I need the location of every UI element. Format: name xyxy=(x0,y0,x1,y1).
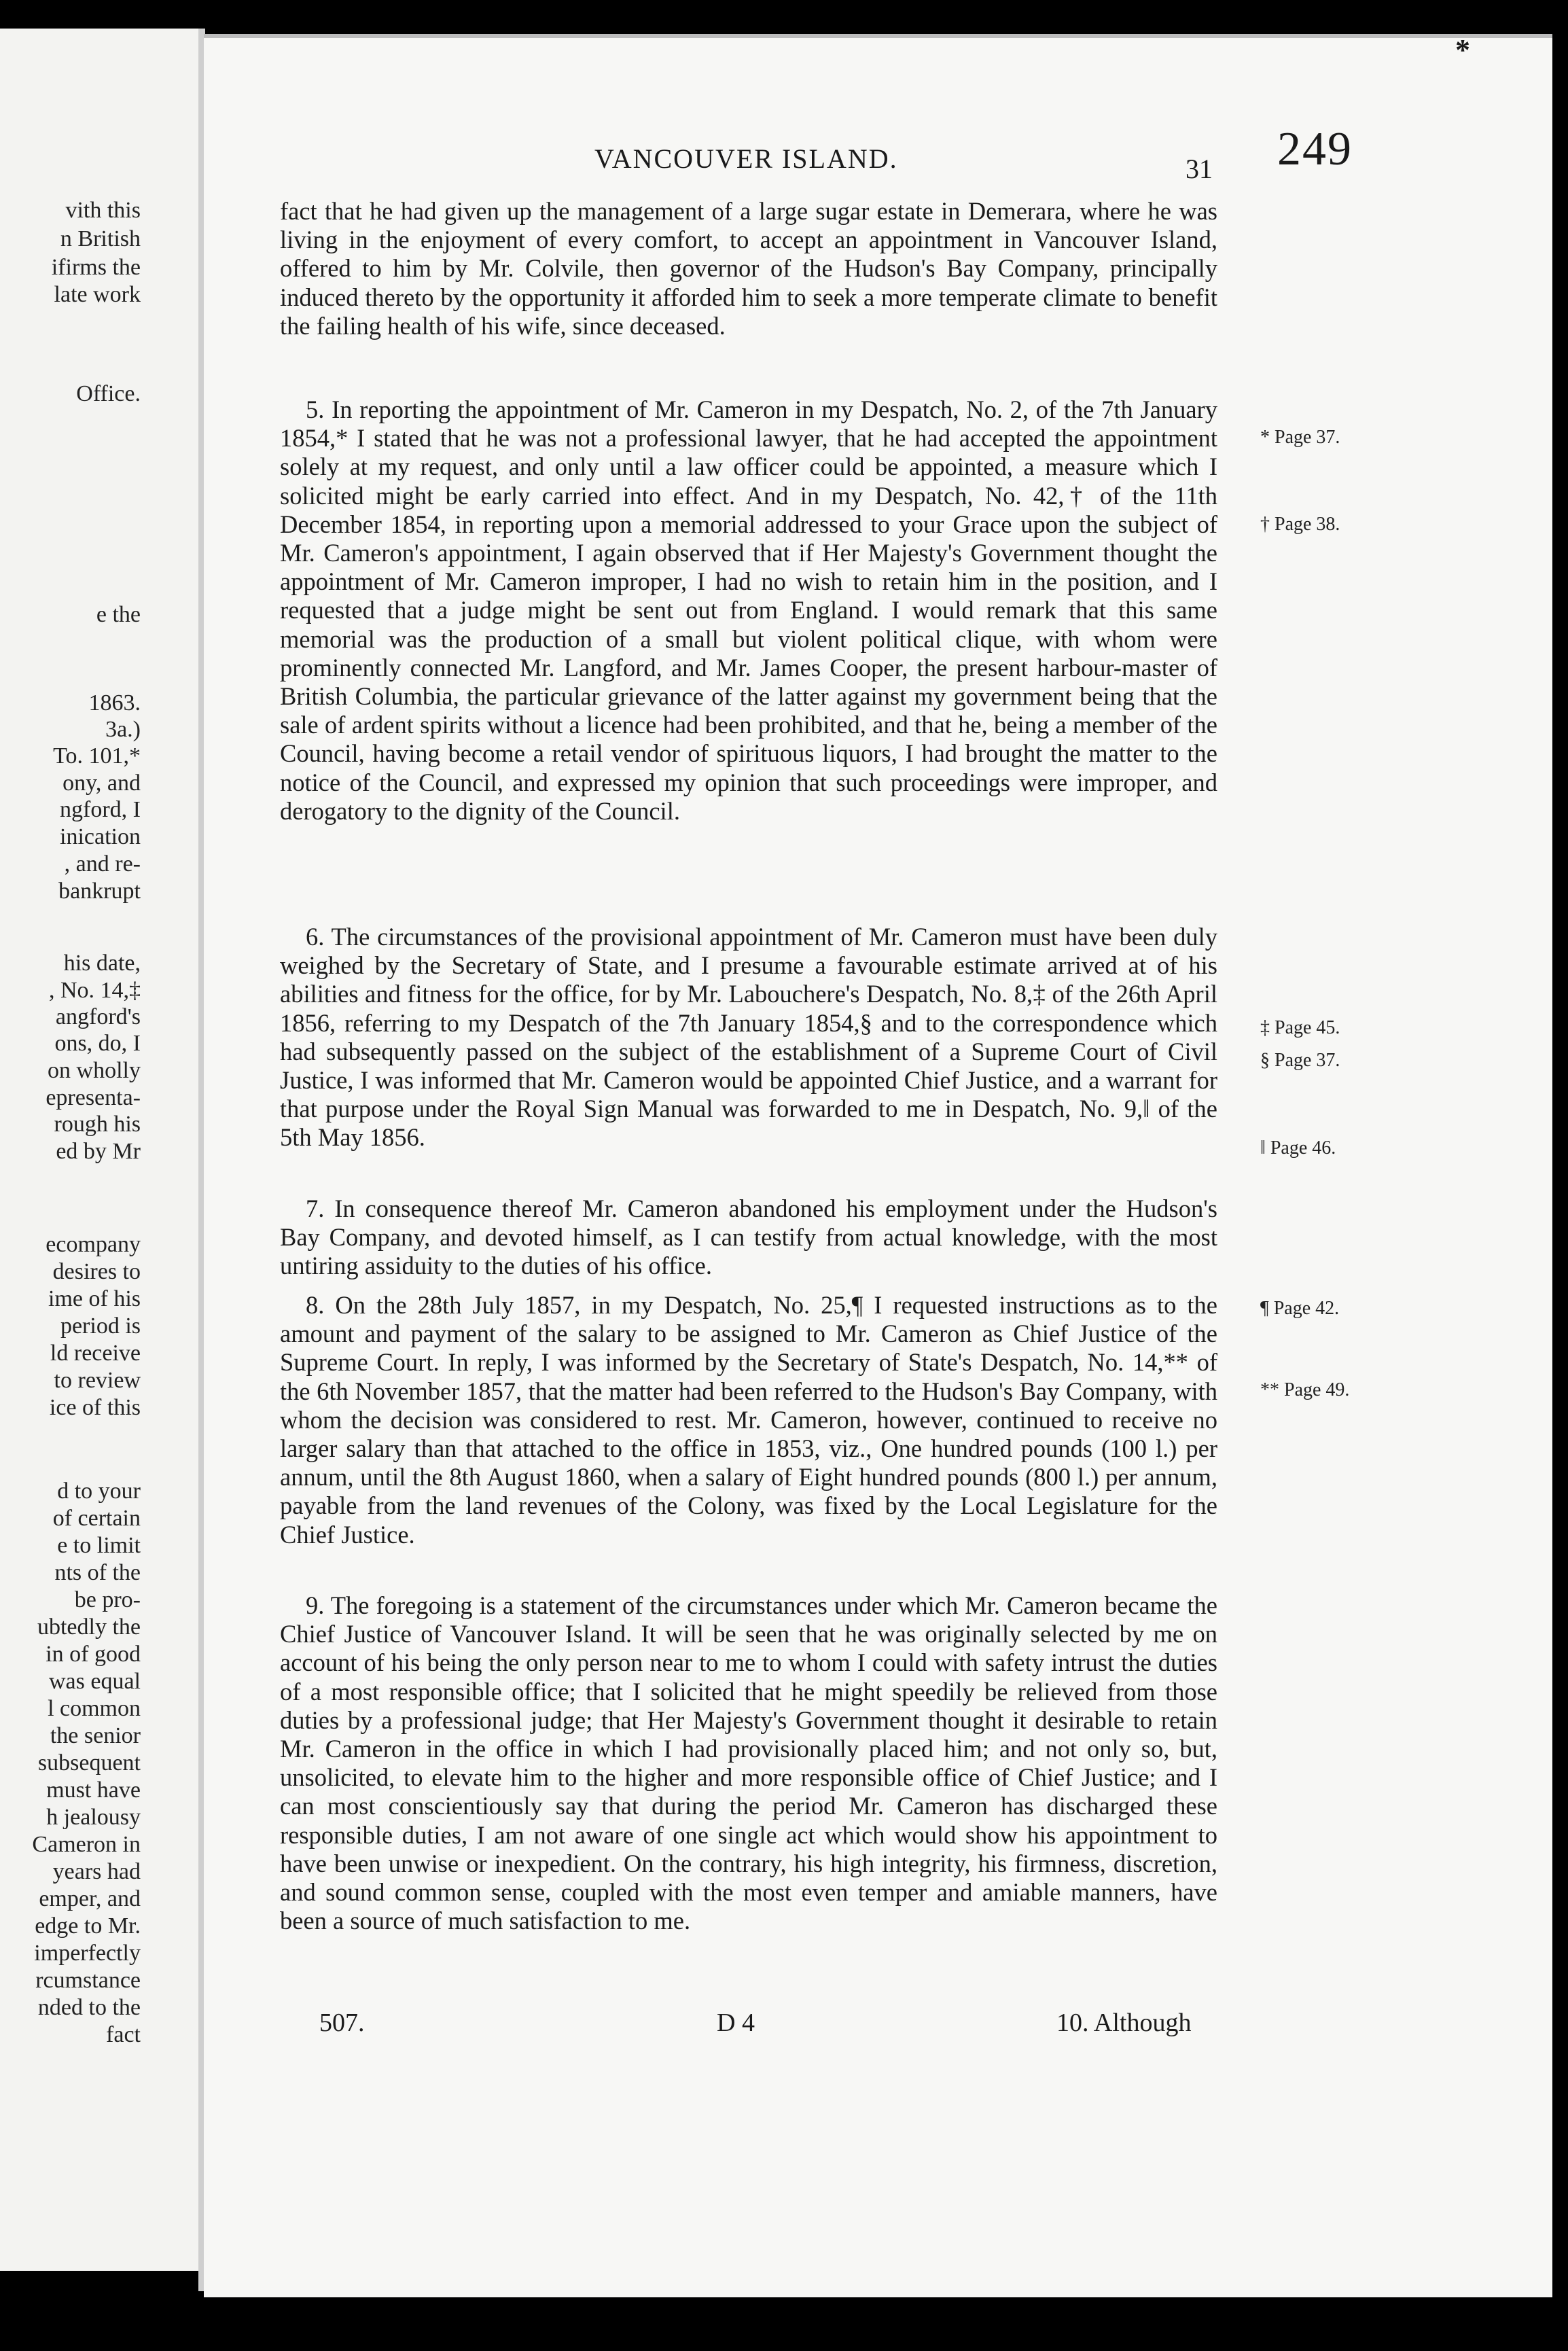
facing-page-line: h jealousy xyxy=(46,1805,141,1830)
facing-page-line: d to your xyxy=(57,1479,141,1504)
paragraph: 6. The circumstances of the provisional appointment of Mr. Cameron must have been duly weighed by the Secretary of State, and I presume a favourable estimate arrived at of his abilities and fitness for the office, for by Mr. Labouchere's Despatch, No. 8,‡ of the 26th April 1856, referring to my Despatch of the 7th January 1854,§ and to the correspondence which had subsequently passed on the subject of the establishment of a Supreme Court of Civil Justice, I was informed that Mr. Cameron would be appointed Chief Justice, and a warrant for that purpose under the Royal Sign Manual was forwarded to me in Despatch, No. 9,‖ of the 5th May 1856. xyxy=(280,923,1217,1152)
facing-page-line: ubtedly the xyxy=(37,1614,141,1640)
margin-note: ** Page 49. xyxy=(1260,1379,1350,1400)
facing-page-line: ngford, I xyxy=(60,797,141,822)
margin-note: † Page 38. xyxy=(1260,514,1340,535)
document-page xyxy=(204,34,1552,2297)
facing-page-line: ld receive xyxy=(50,1341,141,1366)
facing-page-line: l common xyxy=(48,1696,141,1721)
facing-page-line: be pro- xyxy=(74,1587,141,1612)
facing-page-line: edge to Mr. xyxy=(35,1913,141,1939)
facing-page-line: 3a.) xyxy=(105,717,141,742)
paragraph-block xyxy=(280,197,1217,340)
footer-signature-mark: 507. xyxy=(319,2009,365,2037)
facing-page-line: , No. 14,‡ xyxy=(48,978,141,1003)
paragraph: 9. The foregoing is a statement of the circumstances under which Mr. Cameron became the Chief Justice of Vancouver Island. It will be seen that he was originally selected by me on account of his being the only person near to me to whom I could with safety intrust the duties of a most responsible office; that I solicited that he might speedily be relieved from those duties by a professional judge; that Her Majesty's Government thought it desirable to retain Mr. Cameron in the office in which I had provisionally placed him; and not only so, but, unsolicited, to elevate him to the higher and more responsible office of Chief Justice; and I can most conscientiously say that during the period Mr. Cameron has discharged these responsible duties, I am not aware of one single act which would show his appointment to have been unwise or inexpedient. On the contrary, his high integrity, his firmness, discretion, and sound common sense, coupled with the most even temper and amiable manners, have been a source of much satisfaction to me. xyxy=(280,1591,1217,1935)
paragraph-block xyxy=(280,923,1217,1152)
facing-page-fragment xyxy=(0,29,200,2271)
corner-mark: * xyxy=(1455,33,1470,67)
margin-note: ¶ Page 42. xyxy=(1260,1298,1340,1319)
facing-page-line: on wholly xyxy=(48,1058,141,1083)
facing-page-line: Office. xyxy=(76,381,141,406)
facing-page-line: bankrupt xyxy=(58,879,141,904)
paragraph: 8. On the 28th July 1857, in my Despatch, No. 25,¶ I requested instructions as to the amount and payment of the salary to be assigned to Mr. Cameron as Chief Justice of the Supreme Court. In reply, I was informed by the Secretary of State's Despatch, No. 14,** of the 6th November 1857, that the matter had been referred to the Hudson's Bay Company, with whom the decision was considered to rest. Mr. Cameron, however, continued to receive no larger salary than that attached to the office in 1853, viz., One hundred pounds (100 l.) per annum, until the 8th August 1860, when a salary of Eight hundred pounds (800 l.) per annum, payable from the land revenues of the Colony, was fixed by the Local Legislature for the Chief Justice. xyxy=(280,1291,1217,1549)
paragraph: 7. In consequence thereof Mr. Cameron abandoned his employment under the Hudson's Bay Company, and devoted himself, as I can testify from actual knowledge, with the most untiring assiduity to the duties of his office. xyxy=(280,1195,1217,1280)
facing-page-line: period is xyxy=(60,1313,141,1339)
facing-page-line: vith this xyxy=(65,198,141,223)
facing-page-line: epresenta- xyxy=(46,1085,141,1110)
facing-page-line: in of good xyxy=(46,1642,141,1667)
facing-page-line: fact xyxy=(106,2022,141,2047)
facing-page-line: ice of this xyxy=(49,1395,141,1420)
facing-page-line: was equal xyxy=(48,1669,141,1694)
facing-page-line: ons, do, I xyxy=(54,1031,141,1056)
margin-note: § Page 37. xyxy=(1260,1050,1340,1071)
facing-page-line: ed by Mr xyxy=(56,1139,141,1164)
facing-page-line: n British xyxy=(60,226,141,251)
facing-page-line: ime of his xyxy=(48,1286,141,1311)
footer-gathering-mark: D 4 xyxy=(717,2009,755,2037)
facing-page-line: To. 101,* xyxy=(53,743,141,768)
paragraph-block xyxy=(280,1591,1217,1935)
facing-page-line: subsequent xyxy=(37,1750,141,1775)
facing-page-line: Cameron in xyxy=(32,1832,141,1857)
facing-page-line: emper, and xyxy=(39,1886,141,1911)
facing-page-line: ecompany xyxy=(46,1232,141,1257)
facing-page-line: rcumstance xyxy=(35,1968,141,1993)
facing-page-line: 1863. xyxy=(88,690,141,715)
margin-note: ‖ Page 46. xyxy=(1260,1137,1336,1159)
facing-page-line: e the xyxy=(96,602,141,627)
facing-page-line: inication xyxy=(60,824,141,849)
running-header-title: VANCOUVER ISLAND. xyxy=(594,143,898,174)
paragraph-block xyxy=(280,1291,1217,1549)
paragraph: fact that he had given up the management of a large sugar estate in Demerara, where he was living in the enjoyment of every comfort, to accept an appointment in Vancouver Island, offered to him by Mr. Colvile, then governor of the Hudson's Bay Company, principally induced thereto by the opportunity it afforded him to seek a more temperate climate to benefit the failing health of his wife, since deceased. xyxy=(280,197,1217,340)
paragraph-block xyxy=(280,1195,1217,1281)
facing-page-line: must have xyxy=(46,1778,141,1803)
margin-note: * Page 37. xyxy=(1260,427,1340,448)
paragraph-block xyxy=(280,395,1217,826)
facing-page-line: late work xyxy=(54,282,141,307)
paragraph: 5. In reporting the appointment of Mr. Cameron in my Despatch, No. 2, of the 7th January 1854,* I stated that he was not a professional lawyer, that he had accepted the appointment solely at my request, and only until a law officer could be appointed, a measure which I solicited might be early carried into effect. And in my Despatch, No. 42,† of the 11th December 1854, in reporting upon a memorial addressed to your Grace upon the subject of Mr. Cameron's appointment, I again observed that if Her Majesty's Government thought the appointment of Mr. Cameron improper, I had no wish to retain him in the position, and I requested that a judge might be sent out from England. I would remark that this same memorial was the production of a small but violent political clique, with whom were prominently connected Mr. Langford, and Mr. James Cooper, the present harbour-master of British Columbia, the particular grievance of the latter against my government being that the sale of ardent spirits without a licence had been prohibited, and that he, being a member of the Council, having become a retail vendor of spirituous liquors, I had brought the matter to the notice of the Council, and expressed my opinion that such proceedings were improper, and derogatory to the dignity of the Council. xyxy=(280,395,1217,825)
page-stamp-number: 249 xyxy=(1277,123,1353,175)
footer-catchword: 10. Although xyxy=(1056,2009,1192,2037)
facing-page-line: , and re- xyxy=(64,851,141,877)
running-header-page-number: 31 xyxy=(1186,154,1213,184)
facing-page-line: to review xyxy=(54,1368,141,1393)
facing-page-line: nded to the xyxy=(37,1995,141,2020)
facing-page-line: years had xyxy=(52,1859,141,1884)
margin-note: ‡ Page 45. xyxy=(1260,1017,1340,1038)
facing-page-line: the senior xyxy=(50,1723,141,1748)
facing-page-line: of certain xyxy=(52,1506,141,1531)
facing-page-line: angford's xyxy=(55,1004,141,1029)
facing-page-line: ony, and xyxy=(63,771,141,796)
facing-page-line: imperfectly xyxy=(34,1941,141,1966)
facing-page-line: his date, xyxy=(63,951,141,976)
facing-page-line: desires to xyxy=(52,1259,141,1284)
facing-page-line: e to limit xyxy=(57,1533,141,1558)
facing-page-line: ifirms the xyxy=(51,255,141,280)
facing-page-line: rough his xyxy=(54,1112,141,1137)
facing-page-line: nts of the xyxy=(54,1560,141,1585)
